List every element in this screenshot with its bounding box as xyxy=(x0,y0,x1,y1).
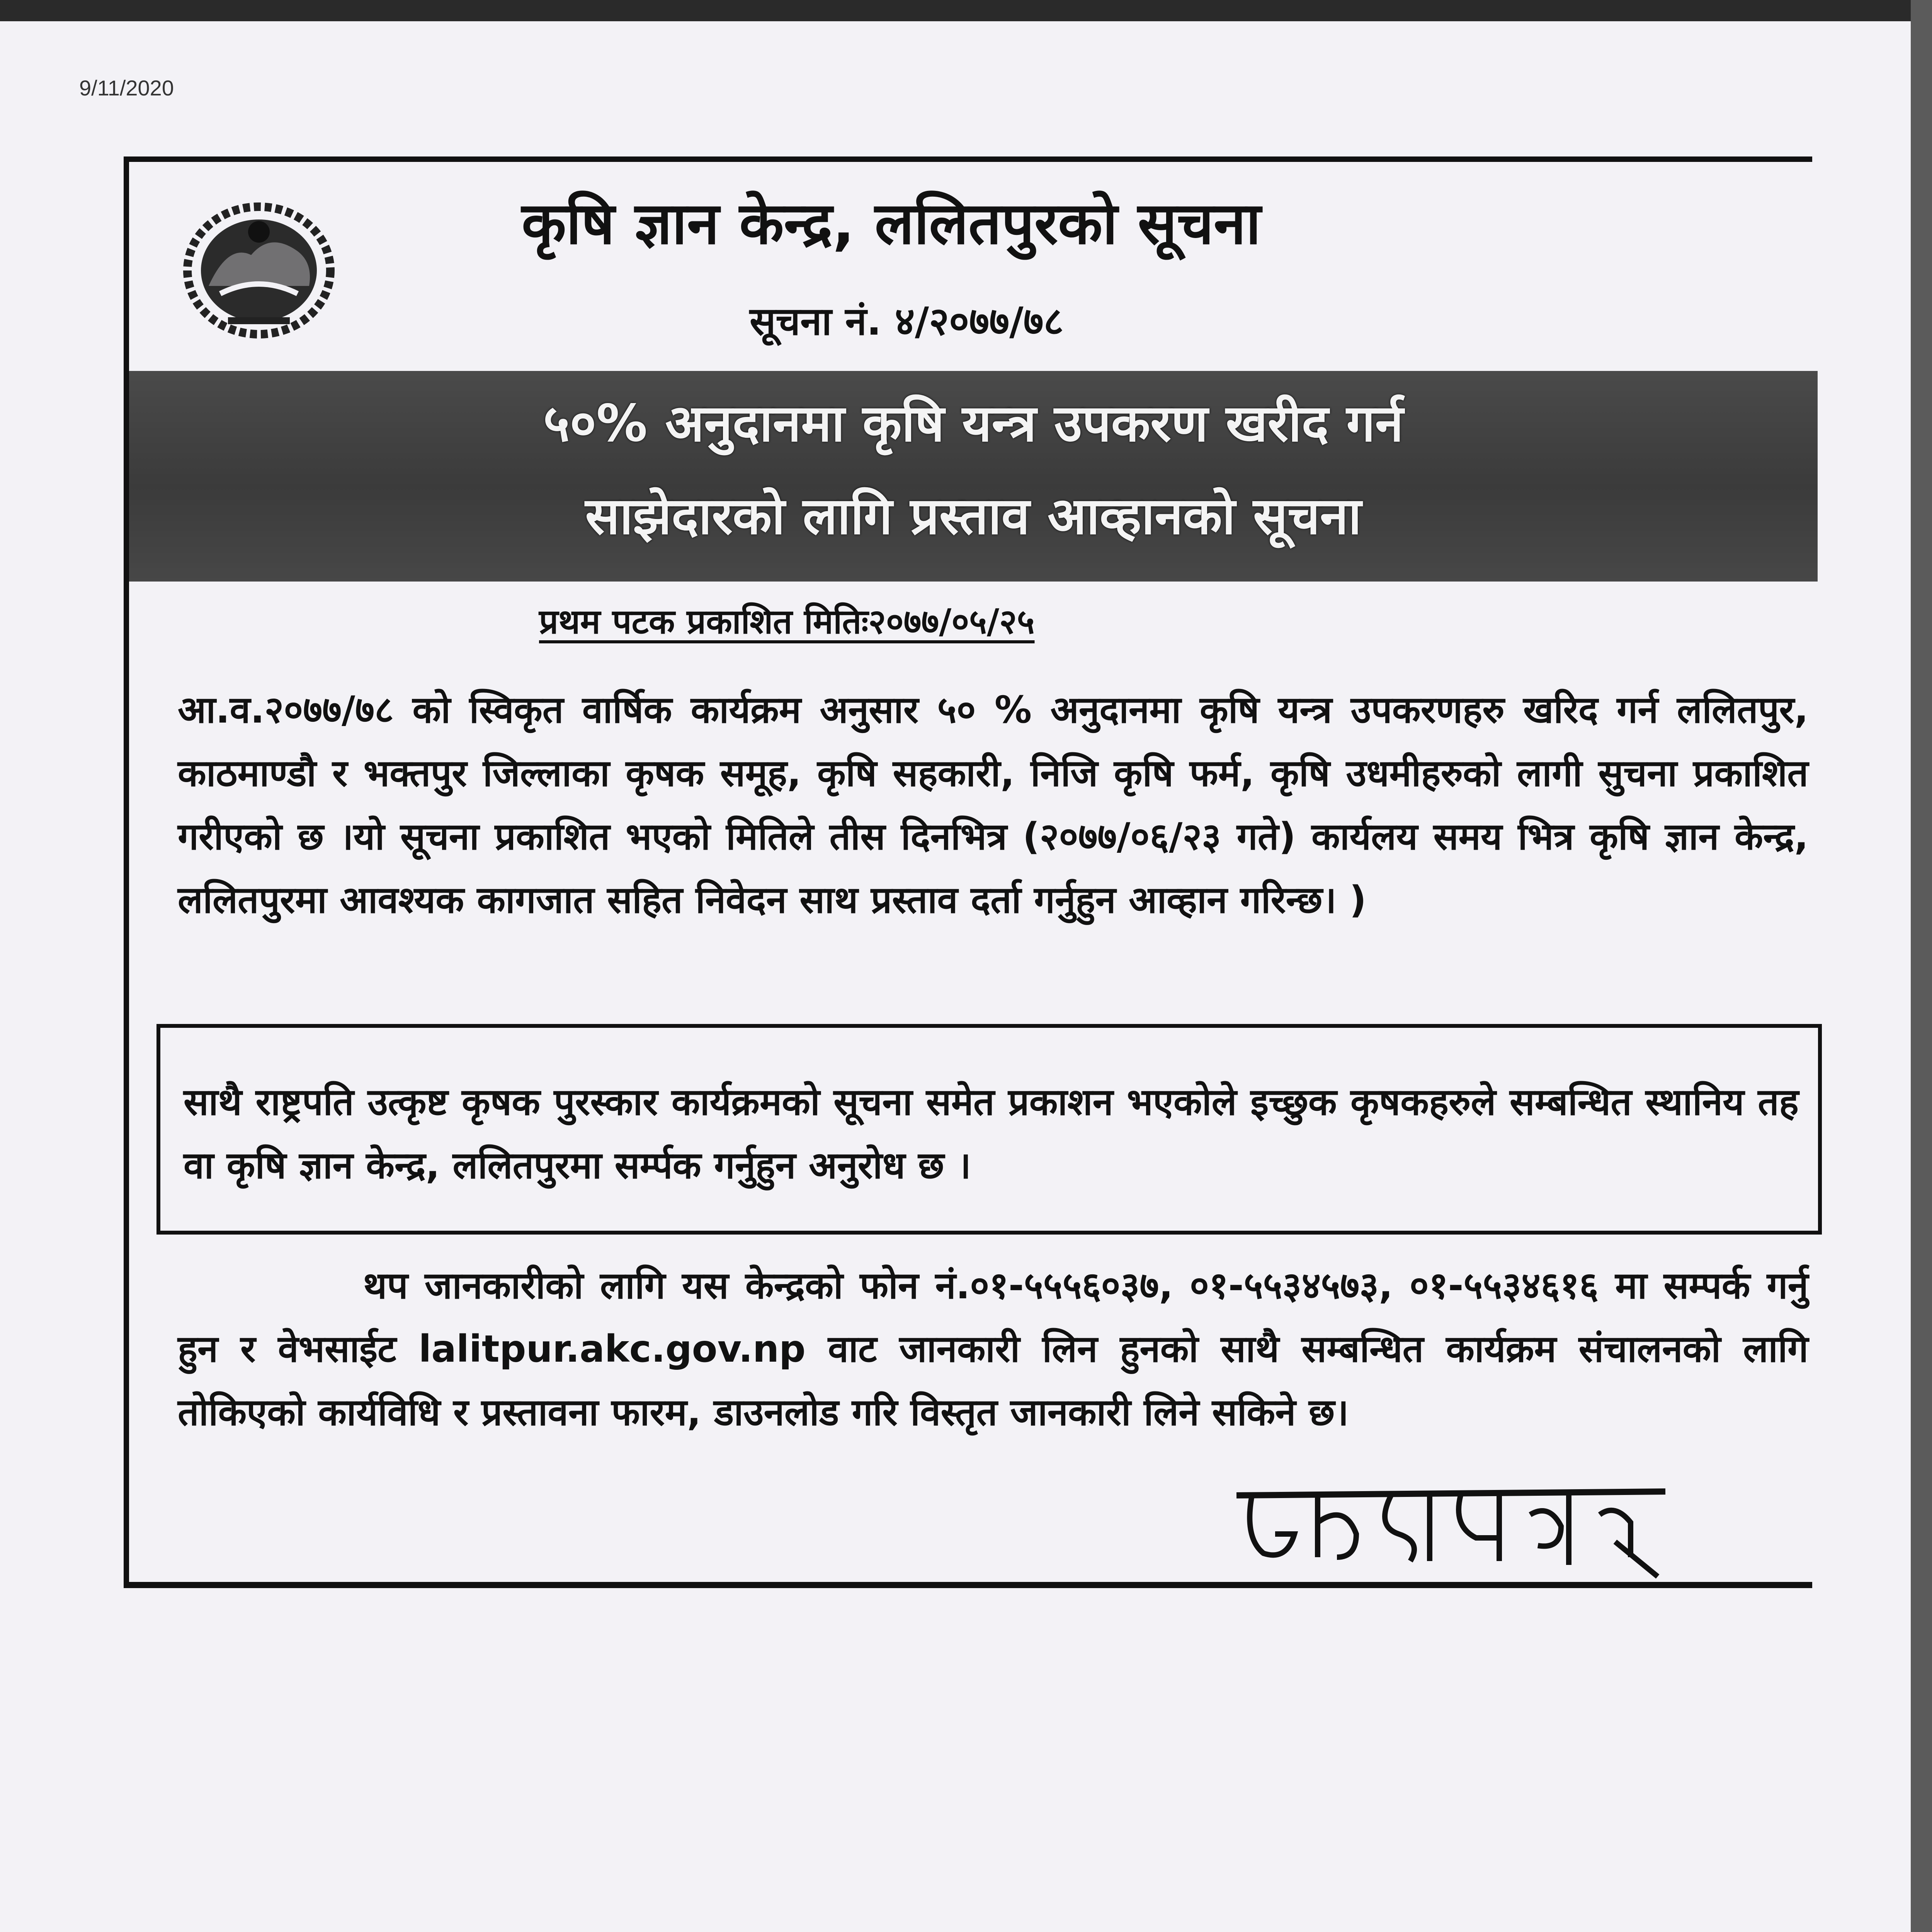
nepal-emblem-icon xyxy=(182,197,336,340)
banner-title-line-2: साझेदारको लागि प्रस्ताव आव्हानको सूचना xyxy=(585,486,1362,546)
contact-info-paragraph: थप जानकारीको लागि यस केन्द्रको फोन नं.०१-५५५६०३७, ०१-५५३४५७३, ०१-५५३४६१६ मा सम्पर्क गर्नु हुन र वेभसाईट lalitpur.akc.gov.np वाट जानकारी लिन हुनको साथै सम्बन्धित कार्यक्रम संचालनको लागि तोकिएको कार्यविधि र प्रस्तावना फारम, डाउनलोड गरि विस्तृत जानकारी लिने सकिने छ। xyxy=(178,1264,1808,1434)
scan-border-top xyxy=(0,0,1932,21)
notice-number: सूचना नं. ४/२०७७/७८ xyxy=(750,299,1064,344)
published-date: प्रथम पटक प्रकाशित मितिः२०७७/०५/२५ xyxy=(539,602,1035,641)
notice-banner xyxy=(129,371,1818,582)
banner-title-line-1: ५०% अनुदानमा कृषि यन्त्र उपकरण खरीद गर्न xyxy=(543,394,1404,453)
newspaper-signature xyxy=(1229,1480,1673,1580)
notice-heading: कृषि ज्ञान केन्द्र, ललितपुरको सूचना xyxy=(522,190,1261,257)
notice-paragraph-main: आ.व.२०७७/७८ को स्विकृत वार्षिक कार्यक्रम अनुसार ५० % अनुदानमा कृषि यन्त्र उपकरणहरु खरिद गर्न ललितपुर, काठमाण्डौ र भक्तपुर जिल्लाका कृषक समूह, कृषि सहकारी, निजि कृषि फर्म, कृषि उधमीहरुको लागी सुचना प्रकाशित गरीएको छ ।यो सूचना प्रकाशित भएको मितिले तीस दिनभित्र (२०७७/०६/२३ गते) कार्यलय समय भित्र कृषि ज्ञान केन्द्र, ललितपुरमा आवश्यक कागजात सहित निवेदन साथ प्रस्ताव दर्ता गर्नुहुन आव्हान गरिन्छ। ) xyxy=(178,688,1808,922)
print-date: 9/11/2020 xyxy=(79,76,174,100)
award-notice-paragraph: साथै राष्ट्रपति उत्कृष्ट कृषक पुरस्कार कार्यक्रमको सूचना समेत प्रकाशन भएकोले इच्छुक कृषकहरुले सम्बन्धित स्थानिय तह वा कृषि ज्ञान केन्द्र, ललितपुरमा सर्म्पक गर्नुहुन अनुरोध छ । xyxy=(184,1080,1799,1187)
scan-border-right xyxy=(1911,0,1932,1932)
